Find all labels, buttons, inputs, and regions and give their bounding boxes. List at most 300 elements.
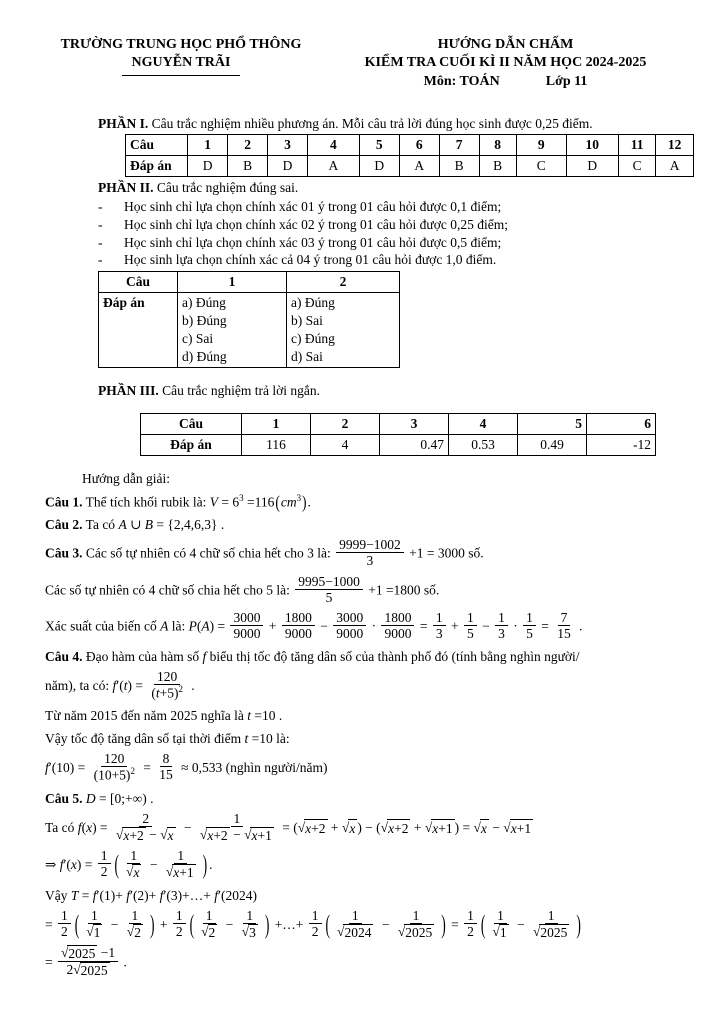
part2-q2: 2 xyxy=(287,272,400,293)
part3-a-4: 0.53 xyxy=(449,435,518,456)
fraction-denominator xyxy=(113,827,179,843)
solution-line-cau4-2 xyxy=(45,668,694,703)
math-text: 5 xyxy=(526,625,533,641)
math-text: − xyxy=(488,819,504,835)
part1-a-4: A xyxy=(307,156,359,177)
subject-label: Môn: TOÁN xyxy=(423,73,500,89)
math-fraction xyxy=(148,669,186,701)
math-text: 120 xyxy=(104,751,125,767)
fraction-numerator xyxy=(558,610,571,626)
fraction-numerator xyxy=(336,537,404,553)
math-paren: ) xyxy=(264,909,270,939)
math-text: 1 xyxy=(93,924,101,940)
fraction-numerator xyxy=(243,908,256,924)
math-fraction xyxy=(113,811,179,843)
fraction-numerator xyxy=(160,751,173,767)
bullet-text: Học sinh chỉ lựa chọn chính xác 03 ý trong 01 câu hỏi được 0,5 điểm; xyxy=(124,234,502,250)
math-var: B xyxy=(144,517,153,533)
radicand xyxy=(93,924,103,940)
math-text: − xyxy=(513,917,528,933)
part1-a-6: A xyxy=(399,156,439,177)
math-var: t xyxy=(244,731,249,747)
fraction-denominator xyxy=(464,924,477,939)
solution-line-cau5-3 xyxy=(45,847,694,882)
math-sqrt xyxy=(160,827,175,843)
math-paren: ) xyxy=(441,909,446,939)
fraction-denominator xyxy=(156,767,176,782)
school-name-line1: TRƯỜNG TRUNG HỌC PHỔ THÔNG xyxy=(60,37,302,52)
math-text: ( xyxy=(81,819,87,835)
math-text: ) = xyxy=(92,819,111,835)
radical-sign: √ xyxy=(61,945,69,961)
part2-bullet-3 xyxy=(98,234,694,252)
math-text: (10+5) xyxy=(93,767,131,783)
part1-a-9: C xyxy=(516,156,566,177)
math-sqrt xyxy=(126,864,141,880)
fraction-numerator xyxy=(58,908,71,924)
doc-subtitle: KIỂM TRA CUỐI KÌ II NĂM HỌC 2024-2025 xyxy=(364,55,647,71)
solution-line-cau4-3 xyxy=(45,707,694,725)
fraction-denominator xyxy=(489,924,511,940)
math-text: + xyxy=(265,618,280,634)
part2-q1: 1 xyxy=(178,272,287,293)
math-var: f xyxy=(45,760,49,776)
math-superscript: 3 xyxy=(239,493,244,504)
math-text: 7 xyxy=(560,609,568,625)
math-text: = xyxy=(447,917,463,933)
math-text: 2 xyxy=(61,924,68,940)
math-fraction xyxy=(124,908,146,940)
fraction-numerator xyxy=(88,908,101,924)
math-var: A xyxy=(201,618,210,634)
part2-answer-table xyxy=(98,271,400,367)
math-fraction xyxy=(58,945,118,978)
part1-q-4: 4 xyxy=(307,135,359,156)
math-text: . xyxy=(187,677,195,693)
math-var: f xyxy=(77,819,82,835)
fraction-denominator xyxy=(530,924,572,940)
math-text: Các số tự nhiên có 4 chữ số chia hết cho 3 là: xyxy=(82,545,335,561)
part3-heading xyxy=(98,382,694,400)
part3-a-5: 0.49 xyxy=(518,435,587,456)
part1-a-5: D xyxy=(359,156,399,177)
part3-heading-bold: PHẦN III. xyxy=(98,382,159,398)
part1-a-12: A xyxy=(656,156,694,177)
radical-sign: √ xyxy=(160,826,168,842)
math-text: 1 xyxy=(100,848,108,864)
math-text: +1 xyxy=(516,820,532,836)
math-fraction xyxy=(282,610,315,641)
math-text: ) − ( xyxy=(357,819,381,835)
fraction-denominator xyxy=(554,626,574,641)
part2-answers-q1 xyxy=(178,293,287,367)
math-text: 1 xyxy=(498,609,505,625)
math-var: f xyxy=(112,677,117,693)
math-text: 1 xyxy=(233,810,241,826)
math-var: A xyxy=(118,517,127,533)
math-text: ′(2024) xyxy=(218,888,257,904)
part1-heading-text: Câu trắc nghiệm nhiều phương án. Mỗi câu trả lời đúng học sinh được 0,25 điểm. xyxy=(148,116,593,132)
math-fraction xyxy=(58,908,71,939)
part2-bullet-2 xyxy=(98,216,694,234)
math-sqrt xyxy=(201,924,217,940)
part1-q-9: 9 xyxy=(516,135,566,156)
math-var: P xyxy=(188,618,197,634)
math-text: 1800 xyxy=(384,609,412,625)
math-text: + xyxy=(410,819,425,835)
math-text: 9000 xyxy=(284,625,312,641)
math-text: 1 xyxy=(311,908,319,924)
math-var: f xyxy=(59,857,64,873)
math-fraction xyxy=(554,610,574,641)
math-var: x xyxy=(173,864,180,880)
math-var: f xyxy=(214,888,218,904)
math-text: . xyxy=(209,857,213,873)
math-text: ( xyxy=(151,685,156,701)
fraction-denominator xyxy=(148,685,186,701)
math-text: 1 xyxy=(177,847,185,863)
math-text: 3 xyxy=(435,625,443,641)
part3-q-4: 4 xyxy=(449,414,518,435)
math-text: 1 xyxy=(131,907,139,923)
math-text: 1 xyxy=(435,609,443,625)
math-var: x xyxy=(349,820,356,836)
fraction-numerator xyxy=(139,811,152,827)
math-var: x xyxy=(207,827,214,843)
radicand xyxy=(387,819,410,838)
math-text: 3000 xyxy=(233,609,261,625)
math-text: ≈ 0,533 (nghìn người/năm) xyxy=(177,760,328,776)
math-text: 1 xyxy=(205,907,213,923)
math-text: =116 xyxy=(243,494,275,510)
math-var: D xyxy=(85,790,96,806)
math-text: ′(3)+…+ xyxy=(163,888,215,904)
solution-line-cau3-3 xyxy=(45,609,694,643)
math-sqrt xyxy=(242,924,258,940)
math-paren: ( xyxy=(325,909,331,939)
math-text: Từ năm 2015 đến năm 2025 nghĩa là xyxy=(45,708,248,724)
math-sqrt xyxy=(337,924,373,940)
part2-answers-q2 xyxy=(287,293,400,367)
part2-q1-d: d) Đúng xyxy=(182,348,227,364)
math-fraction xyxy=(433,610,446,641)
math-sqrt xyxy=(503,819,533,838)
grade-label: Lớp 11 xyxy=(545,73,588,89)
question-label: Câu 3. xyxy=(45,545,83,561)
math-text: 9995−1000 xyxy=(298,573,360,589)
part3-a-6: -12 xyxy=(587,435,656,456)
radicand xyxy=(499,924,509,940)
math-paren: ( xyxy=(114,849,120,879)
math-text: −1 xyxy=(97,945,116,961)
part3-q-6: 6 xyxy=(587,414,656,435)
math-text: 1 xyxy=(175,908,183,924)
part2-row-label: Đáp án xyxy=(99,293,178,367)
fraction-denominator xyxy=(333,626,366,641)
radicand xyxy=(80,962,110,978)
radicand xyxy=(122,827,145,843)
math-sqrt xyxy=(342,819,357,838)
fraction-numerator xyxy=(231,811,244,827)
fraction-numerator xyxy=(174,848,187,864)
part1-a-2: B xyxy=(228,156,268,177)
math-text: = xyxy=(45,954,56,970)
math-fraction xyxy=(495,610,508,641)
question-label: Câu 5. xyxy=(45,790,83,806)
math-text: =10 . xyxy=(251,708,283,724)
math-sqrt xyxy=(398,924,434,940)
fraction-numerator xyxy=(545,908,558,924)
math-text: = xyxy=(78,888,93,904)
fraction-numerator xyxy=(58,945,118,962)
bullet-text: Học sinh lựa chọn chính xác cả 04 ý trong 01 câu hỏi được 1,0 điểm. xyxy=(124,252,497,268)
solution-line-cau1 xyxy=(45,493,694,511)
math-text: 1 xyxy=(499,924,507,940)
math-text: − xyxy=(378,917,393,933)
math-text: 8 xyxy=(162,751,170,767)
math-text: 2025 xyxy=(80,963,108,979)
math-fraction xyxy=(91,751,138,783)
math-paren: ( xyxy=(275,492,280,512)
part3-q-5: 5 xyxy=(518,414,587,435)
part3-a-1: 116 xyxy=(242,435,311,456)
math-text: +2 xyxy=(394,820,409,836)
math-text: 1 xyxy=(61,908,68,924)
math-var: x xyxy=(432,820,439,836)
math-text: 2 xyxy=(142,810,150,826)
radical-sign: √ xyxy=(73,962,81,978)
fraction-denominator xyxy=(323,590,336,605)
part1-a-1: D xyxy=(188,156,228,177)
math-fraction xyxy=(156,751,176,782)
math-fraction xyxy=(295,574,363,605)
solution-line-cau3-2 xyxy=(45,573,694,607)
radical-sign: √ xyxy=(244,826,252,842)
fraction-denominator xyxy=(83,924,105,940)
radicand xyxy=(206,827,229,843)
part2-heading-text: Câu trắc nghiệm đúng sai. xyxy=(153,180,299,196)
math-text: 9000 xyxy=(384,625,412,641)
math-sqrt xyxy=(533,924,569,940)
part1-q-1: 1 xyxy=(188,135,228,156)
math-text: 2 xyxy=(66,962,74,978)
part3-row2-label: Đáp án xyxy=(141,435,242,456)
math-text: +1 = 3000 số. xyxy=(405,545,484,561)
math-var: f xyxy=(126,888,130,904)
part1-q-11: 11 xyxy=(618,135,655,156)
fraction-denominator xyxy=(198,924,220,940)
part2-q2-a: a) Đúng xyxy=(291,295,335,311)
fraction-numerator xyxy=(129,908,142,924)
math-fraction xyxy=(123,848,144,880)
radicand xyxy=(132,864,141,880)
math-text: 2025 xyxy=(405,924,433,940)
math-text: 1 xyxy=(526,609,533,625)
part1-q-5: 5 xyxy=(359,135,399,156)
math-text: ) = xyxy=(127,677,147,693)
math-text: 15 xyxy=(557,625,571,641)
math-text: ′( xyxy=(63,857,71,873)
math-text: +2 xyxy=(129,827,144,843)
part3-q-3: 3 xyxy=(380,414,449,435)
fraction-denominator xyxy=(381,626,414,641)
math-text: +1 xyxy=(257,827,272,843)
bullet-dash: - xyxy=(98,216,103,232)
doc-title: HƯỚNG DẪN CHẤM xyxy=(437,37,574,52)
math-text: 1 xyxy=(547,907,555,923)
math-text: − xyxy=(478,618,494,634)
radical-sign: √ xyxy=(297,819,306,835)
math-text: +…+ xyxy=(271,917,307,933)
math-text: 1 xyxy=(466,609,474,625)
fraction-denominator xyxy=(64,962,113,978)
solution-line-cau4-1 xyxy=(45,648,694,666)
math-fraction xyxy=(464,908,477,939)
fraction-denominator xyxy=(58,924,71,939)
math-text: ′(1)+ xyxy=(96,888,127,904)
fraction-numerator xyxy=(410,908,423,924)
radicand xyxy=(510,819,533,838)
math-text: 2025 xyxy=(68,946,96,962)
radicand xyxy=(304,819,327,838)
fraction-denominator xyxy=(495,626,508,641)
math-text: +2 xyxy=(213,827,228,843)
math-text: + xyxy=(327,819,342,835)
math-fraction xyxy=(333,610,366,641)
math-sqrt xyxy=(166,864,196,880)
fraction-denominator xyxy=(91,767,138,783)
math-text: 9000 xyxy=(233,625,261,641)
math-text: Vậy xyxy=(45,888,71,904)
math-text: 1 xyxy=(246,907,254,923)
math-text: 2 xyxy=(467,924,474,940)
math-text: 2 xyxy=(100,864,108,880)
math-text: ′(10) = xyxy=(48,760,89,776)
math-text: Ta có xyxy=(82,517,119,533)
math-text: = xyxy=(45,917,56,933)
fraction-numerator xyxy=(295,574,363,590)
math-var: x xyxy=(480,820,487,836)
math-text: . xyxy=(307,494,311,510)
fraction-denominator xyxy=(98,864,111,879)
part2-answer-row xyxy=(99,293,400,367)
part3-answer-table xyxy=(140,413,656,456)
math-text: biểu thị tốc độ tăng dân số của thành phố đó (tính bằng nghìn người/ xyxy=(206,648,580,664)
math-var: V xyxy=(209,494,218,510)
math-fraction xyxy=(98,848,111,879)
part1-row2-label: Đáp án xyxy=(126,156,188,177)
math-var: t xyxy=(123,677,128,693)
math-text: = 6 xyxy=(218,494,240,510)
math-text: 9000 xyxy=(336,625,364,641)
fraction-denominator xyxy=(239,924,261,940)
part1-a-7: B xyxy=(439,156,479,177)
math-text: là: xyxy=(168,618,189,634)
radicand xyxy=(539,924,569,940)
solution-line-cau5-6 xyxy=(45,947,694,980)
radical-sign: √ xyxy=(337,923,345,939)
math-text: +5) xyxy=(159,685,179,701)
math-text: Thể tích khối rubik là: xyxy=(82,494,210,510)
math-superscript: 3 xyxy=(296,493,302,504)
math-text: · xyxy=(368,618,380,634)
part1-q-6: 6 xyxy=(399,135,439,156)
fraction-numerator xyxy=(495,610,508,626)
radical-sign: √ xyxy=(397,923,406,939)
part3-q-2: 2 xyxy=(311,414,380,435)
solution-line-cau5-4 xyxy=(45,887,694,905)
solutions-title: Hướng dẫn giải: xyxy=(82,471,170,487)
part2-q1-b: b) Đúng xyxy=(182,313,227,329)
fraction-numerator xyxy=(98,848,111,864)
fraction-numerator xyxy=(464,908,477,924)
math-text: = ( xyxy=(278,819,298,835)
radicand xyxy=(67,945,97,961)
part1-q-8: 8 xyxy=(479,135,516,156)
part2-bullet-4 xyxy=(98,251,694,269)
math-text: ′(2)+ xyxy=(129,888,160,904)
math-text: − xyxy=(107,917,122,933)
radicand xyxy=(133,924,143,940)
math-fraction xyxy=(197,811,277,843)
radicand xyxy=(348,819,357,838)
part3-a-3: 0.47 xyxy=(380,435,449,456)
solution-line-cau4-4 xyxy=(45,730,694,748)
math-text: +1 xyxy=(438,820,453,836)
fraction-denominator xyxy=(433,626,446,641)
math-sqrt xyxy=(200,827,230,843)
math-text: = [0;+∞) . xyxy=(95,790,154,806)
radical-sign: √ xyxy=(126,923,135,939)
math-text: ′( xyxy=(116,677,124,693)
solution-line-cau5-2 xyxy=(45,810,694,845)
math-text: + xyxy=(447,618,462,634)
math-sqrt xyxy=(492,924,508,940)
fraction-denominator xyxy=(124,924,146,940)
math-sqrt xyxy=(116,827,146,843)
math-var: x xyxy=(123,827,130,843)
part1-question-row xyxy=(126,135,694,156)
fraction-numerator xyxy=(203,908,216,924)
part2-header-row xyxy=(99,272,400,293)
math-text: 2025 xyxy=(540,924,568,940)
radical-sign: √ xyxy=(532,923,541,939)
bullet-dash: - xyxy=(98,199,103,215)
part1-a-11: C xyxy=(618,156,655,177)
math-text: 9999−1002 xyxy=(339,537,401,553)
math-fraction xyxy=(334,908,376,940)
math-var: x xyxy=(70,857,77,873)
fraction-numerator xyxy=(381,610,414,626)
math-paren: ( xyxy=(480,909,486,939)
part1-a-10: D xyxy=(566,156,618,177)
math-text: ⇒ xyxy=(45,857,60,873)
bullet-dash: - xyxy=(98,234,103,250)
math-paren: ( xyxy=(189,909,195,939)
radical-sign: √ xyxy=(424,819,433,835)
math-fraction xyxy=(523,610,536,641)
fraction-numerator xyxy=(309,908,322,924)
math-text: − xyxy=(145,826,161,842)
math-text: ) = xyxy=(76,857,96,873)
part1-heading-bold: PHẦN I. xyxy=(98,116,149,132)
math-text: 5 xyxy=(466,625,474,641)
subject-grade-line xyxy=(317,73,694,91)
math-var: T xyxy=(70,888,79,904)
solution-line-cau5-1 xyxy=(45,790,694,808)
math-text: 120 xyxy=(156,668,178,684)
math-text: 2 xyxy=(311,924,319,940)
